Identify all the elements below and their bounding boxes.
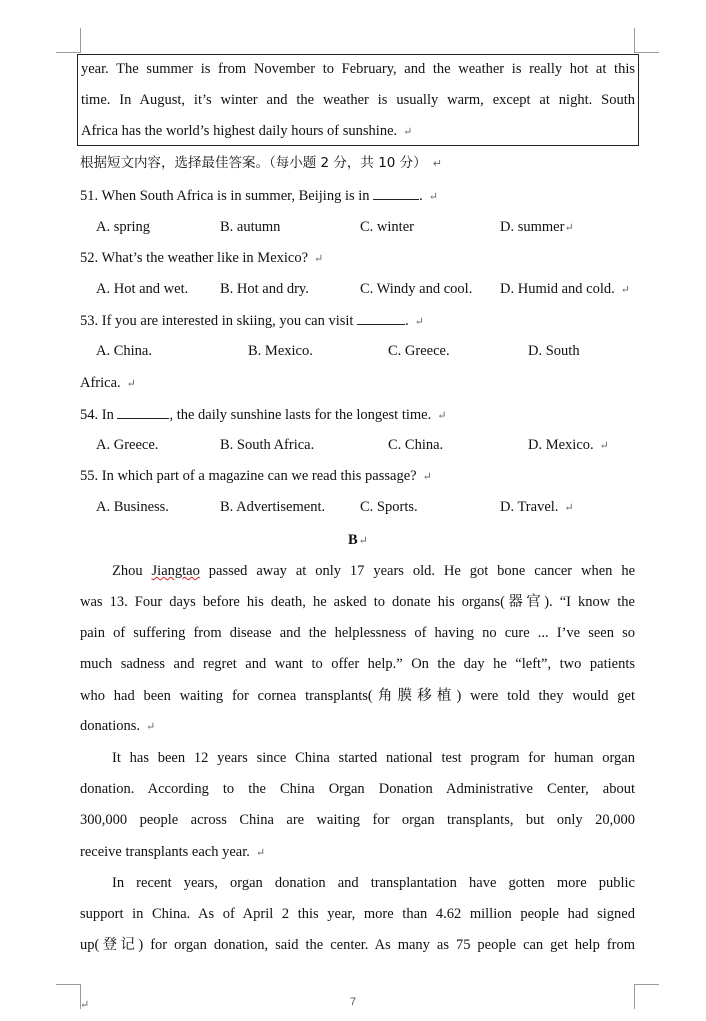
passage-line: donations. ↵ xyxy=(80,718,156,734)
option-c[interactable]: C. Windy and cool. xyxy=(360,281,473,297)
option-d[interactable]: D. Humid and cold. ↵ xyxy=(500,281,630,297)
option-d[interactable]: D. South xyxy=(528,343,580,359)
answer-blank[interactable] xyxy=(357,310,405,325)
passage-line: donation. According to the China Organ Donation Administrative Center, about xyxy=(80,781,635,797)
box-line: Africa has the world’s highest daily hours of sunshine. ↵ xyxy=(81,123,413,139)
option-a[interactable]: A. spring xyxy=(96,219,150,235)
crop-mark-bottom-right xyxy=(634,984,659,1009)
question-52: 52. What’s the weather like in Mexico? ↵ xyxy=(80,250,324,266)
option-b[interactable]: B. Mexico. xyxy=(248,343,313,359)
option-a[interactable]: A. Hot and wet. xyxy=(96,281,189,297)
passage-line: 300,000 people across China are waiting for organ transplants, but only 20,000 xyxy=(80,812,635,828)
crop-mark-bottom-left xyxy=(56,984,81,1009)
option-c[interactable]: C. China. xyxy=(388,437,444,453)
option-c[interactable]: C. Sports. xyxy=(360,499,418,515)
passage-line: receive transplants each year. ↵ xyxy=(80,844,266,860)
section-heading: B↵ xyxy=(348,532,368,548)
option-c[interactable]: C. Greece. xyxy=(388,343,450,359)
crop-mark-top-right xyxy=(634,28,659,53)
paragraph-mark: ↵ xyxy=(80,999,90,1011)
option-a[interactable]: A. China. xyxy=(96,343,152,359)
question-51: 51. When South Africa is in summer, Beijing is in . ↵ xyxy=(80,185,438,207)
box-line: year. The summer is from November to February, and the weather is really hot at this xyxy=(81,61,635,77)
question-53: 53. If you are interested in skiing, you can visit . ↵ xyxy=(80,310,424,332)
option-d-wrap: Africa. ↵ xyxy=(80,375,136,391)
passage-line: It has been 12 years since China started national test program for human organ xyxy=(112,750,635,766)
crop-mark-top-left xyxy=(56,28,81,53)
option-d[interactable]: D. summer↵ xyxy=(500,219,574,235)
passage-line: up(登记) for organ donation, said the center. As many as 75 people can get help from xyxy=(80,937,635,953)
passage-line: Zhou Jiangtao passed away at only 17 years old. He got bone cancer when he xyxy=(112,563,636,579)
instruction: 根据短文内容，选择最佳答案。（每小题 2 分，共 10 分） ↵ xyxy=(80,155,442,171)
option-b[interactable]: B. autumn xyxy=(220,219,281,235)
passage-line: support in China. As of April 2 this year, more than 4.62 million people had signed xyxy=(80,906,635,922)
option-a[interactable]: A. Business. xyxy=(96,499,169,515)
box-line: time. In August, it’s winter and the weather is usually warm, except at night. South xyxy=(81,92,635,108)
option-d[interactable]: D. Mexico. ↵ xyxy=(528,437,609,453)
option-b[interactable]: B. South Africa. xyxy=(220,437,315,453)
passage-line: who had been waiting for cornea transplants(角膜移植) were told they would get xyxy=(80,688,635,704)
answer-blank[interactable] xyxy=(373,185,419,200)
option-c[interactable]: C. winter xyxy=(360,219,414,235)
passage-line: much sadness and regret and want to offer help.” On the day he “left”, two patients xyxy=(80,656,635,672)
option-b[interactable]: B. Hot and dry. xyxy=(220,281,309,297)
passage-line: was 13. Four days before his death, he asked to donate his organs(器官). “I know the xyxy=(80,594,635,610)
page-number: 7 xyxy=(350,996,357,1008)
question-54: 54. In , the daily sunshine lasts for the longest time. ↵ xyxy=(80,404,446,426)
option-d[interactable]: D. Travel. ↵ xyxy=(500,499,574,515)
passage-line: In recent years, organ donation and transplantation have gotten more public xyxy=(112,875,635,891)
question-55: 55. In which part of a magazine can we read this passage? ↵ xyxy=(80,468,432,484)
option-a[interactable]: A. Greece. xyxy=(96,437,159,453)
passage-line: pain of suffering from disease and the helplessness of having no cure ... I’ve seen so xyxy=(80,625,635,641)
answer-blank[interactable] xyxy=(117,404,169,419)
option-b[interactable]: B. Advertisement. xyxy=(220,499,326,515)
